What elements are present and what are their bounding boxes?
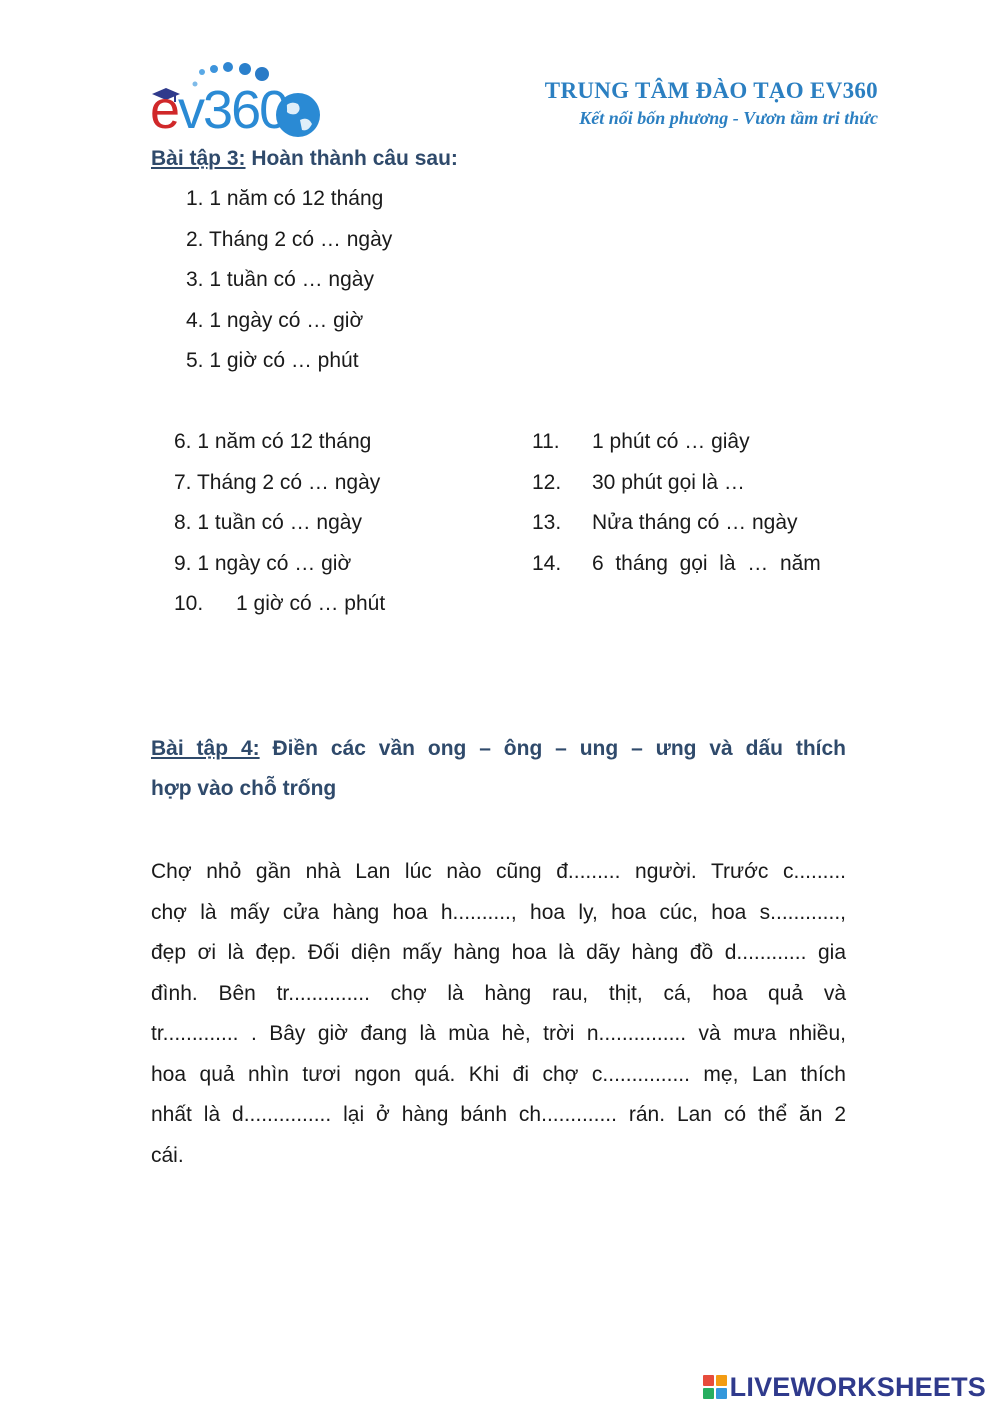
exercise3-heading [151, 147, 458, 171]
list-item [174, 511, 362, 535]
paragraph-line: hoa quả nhìn tươi ngon quá. Khi đi chợ c............... mẹ, Lan thích [151, 1062, 846, 1086]
item-number: 11. [532, 430, 560, 453]
item-text: 1 tuần có … ngày [209, 268, 374, 291]
paragraph-line: chợ là mấy cửa hàng hoa h.........., hoa ly, hoa cúc, hoa s............, [151, 900, 846, 924]
item-text: 1 giờ có … phút [236, 592, 386, 615]
logo-wordmark [150, 80, 287, 140]
liveworksheets-brand[interactable] [703, 1370, 986, 1404]
item-text: 1 ngày có … giờ [197, 552, 352, 575]
exercise3-title: Hoàn thành câu sau: [245, 147, 458, 170]
item-text: 1 năm có 12 tháng [209, 187, 384, 210]
item-number: 5. [186, 349, 204, 372]
item-number: 1. [186, 187, 204, 210]
item-text: 1 giờ có … phút [209, 349, 359, 372]
paragraph-line: nhất là d............... lại ở hàng bánh ch............. rán. Lan có thể ăn 2 [151, 1103, 846, 1126]
item-number: 12. [532, 471, 562, 494]
item-text: 1 phút có … giây [592, 430, 750, 453]
paragraph-line: đình. Bên tr.............. chợ là hàng rau, thịt, cá, hoa quả và [151, 981, 846, 1005]
item-number: 3. [186, 268, 204, 291]
item-text: 1 ngày có … giờ [209, 309, 364, 332]
item-text: 30 phút gọi là … [592, 471, 745, 494]
item-number: 7. [174, 471, 192, 494]
exercise4-title-line2: hợp vào chỗ trống [151, 777, 337, 800]
list-item [186, 187, 383, 211]
item-number: 10. [174, 592, 204, 615]
center-name: TRUNG TÂM ĐÀO TẠO EV360 [544, 78, 878, 103]
ev360-logo [150, 60, 325, 145]
paragraph-line: đẹp ơi là đẹp. Đối diện mấy hàng hoa là dãy hàng đồ d............ gia [151, 941, 846, 964]
list-item [174, 552, 351, 576]
brand-wordmark: LIVEWORKSHEETS [729, 1371, 986, 1402]
item-number: 14. [532, 552, 562, 575]
item-text: 1 tuần có … ngày [197, 511, 362, 534]
item-number: 8. [174, 511, 192, 534]
logo-letters-v360: v360 [178, 80, 288, 140]
item-number: 4. [186, 309, 204, 332]
logo-letter-e: e [150, 80, 179, 140]
item-number: 6. [174, 430, 192, 453]
item-text: Nửa tháng có … ngày [592, 511, 798, 534]
item-number: 13. [532, 511, 562, 534]
exercise4-label: Bài tập 4: [151, 737, 260, 760]
paragraph-line: cái. [151, 1143, 184, 1167]
list-item [174, 430, 371, 454]
exercise4-paragraph [151, 852, 846, 1176]
list-item [186, 268, 374, 292]
center-slogan: Kết nối bốn phương - Vươn tầm tri thức [579, 108, 878, 128]
list-item [186, 349, 359, 373]
exercise4-heading [151, 737, 846, 761]
item-number: 2. [186, 228, 204, 251]
exercise3-label: Bài tập 3: [151, 147, 246, 170]
list-item [174, 471, 380, 495]
exercise4-title-line1: Điền các vần ong – ông – ung – ưng và dấu thích [259, 737, 846, 760]
item-text: 6 tháng gọi là … năm [592, 552, 821, 575]
item-text: Tháng 2 có … ngày [208, 228, 393, 251]
paragraph-line: tr............. . Bây giờ đang là mùa hè, trời n............... và mưa nhiều, [151, 1022, 846, 1045]
item-number: 9. [174, 552, 192, 575]
list-item [174, 592, 203, 616]
item-text: Tháng 2 có … ngày [196, 471, 381, 494]
paragraph-line: Chợ nhỏ gần nhà Lan lúc nào cũng đ......... người. Trước c......... [151, 860, 846, 883]
item-text: 1 năm có 12 tháng [197, 430, 372, 453]
center-header [545, 78, 878, 129]
list-item [186, 309, 363, 333]
list-item [186, 228, 392, 252]
liveworksheets-logo-icon [703, 1375, 727, 1399]
